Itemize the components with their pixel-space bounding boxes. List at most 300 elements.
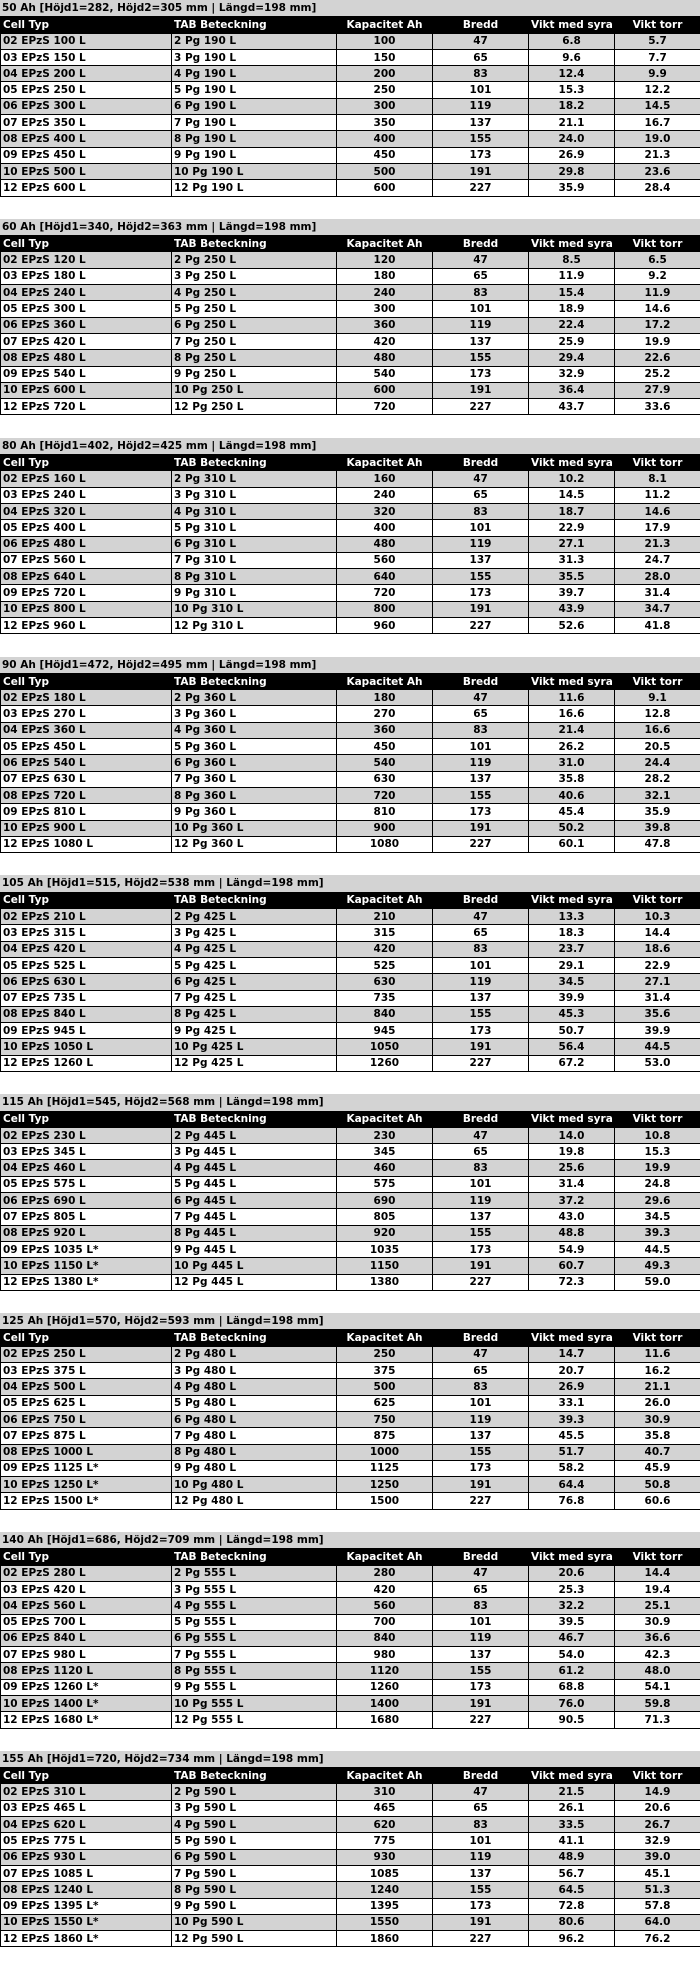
column-header: Kapacitet Ah xyxy=(337,1330,433,1346)
table-cell: 26.7 xyxy=(615,1817,700,1833)
header-row xyxy=(1,1768,700,1784)
table-cell: 5 Pg 480 L xyxy=(172,1395,337,1411)
table-row xyxy=(1,1460,700,1476)
table-cell: 27.9 xyxy=(615,382,700,398)
column-header: Vikt med syra xyxy=(529,1111,615,1127)
column-header: Cell Typ xyxy=(1,673,172,689)
table-cell: 39.9 xyxy=(529,990,615,1006)
column-header: Vikt med syra xyxy=(529,455,615,471)
table-cell: 39.9 xyxy=(615,1023,700,1039)
table-cell: 6 Pg 190 L xyxy=(172,98,337,114)
table-cell: 10.2 xyxy=(529,471,615,487)
table-cell: 310 xyxy=(337,1784,433,1800)
table-cell: 11.6 xyxy=(615,1346,700,1362)
table-cell: 39.3 xyxy=(615,1225,700,1241)
table-row xyxy=(1,1663,700,1679)
table-cell: 03 EPzS 420 L xyxy=(1,1581,172,1597)
table-cell: 14.6 xyxy=(615,503,700,519)
table-cell: 65 xyxy=(433,49,529,65)
table-cell: 65 xyxy=(433,1363,529,1379)
table-cell: 07 EPzS 980 L xyxy=(1,1647,172,1663)
table-cell: 1250 xyxy=(337,1477,433,1493)
table-cell: 02 EPzS 180 L xyxy=(1,690,172,706)
table-cell: 3 Pg 590 L xyxy=(172,1800,337,1816)
table-cell: 1035 xyxy=(337,1241,433,1257)
column-header: Kapacitet Ah xyxy=(337,17,433,33)
table-cell: 05 EPzS 525 L xyxy=(1,957,172,973)
table-cell: 14.4 xyxy=(615,1565,700,1581)
table-cell: 47 xyxy=(433,252,529,268)
table-row xyxy=(1,180,700,196)
table-cell: 9.9 xyxy=(615,66,700,82)
table-cell: 34.7 xyxy=(615,601,700,617)
table-cell: 2 Pg 445 L xyxy=(172,1127,337,1143)
table-cell: 13.3 xyxy=(529,909,615,925)
table-cell: 06 EPzS 630 L xyxy=(1,974,172,990)
table-row xyxy=(1,1833,700,1849)
table-cell: 9 Pg 360 L xyxy=(172,804,337,820)
table-cell: 22.4 xyxy=(529,317,615,333)
table-cell: 6 Pg 425 L xyxy=(172,974,337,990)
table-row xyxy=(1,601,700,617)
table-cell: 39.0 xyxy=(615,1849,700,1865)
table-cell: 10 Pg 590 L xyxy=(172,1914,337,1930)
table-cell: 09 EPzS 1395 L* xyxy=(1,1898,172,1914)
table-row xyxy=(1,1849,700,1865)
table-cell: 07 EPzS 875 L xyxy=(1,1428,172,1444)
table-cell: 900 xyxy=(337,820,433,836)
table-cell: 12 Pg 190 L xyxy=(172,180,337,196)
table-cell: 12 EPzS 720 L xyxy=(1,399,172,415)
table-cell: 03 EPzS 345 L xyxy=(1,1144,172,1160)
column-header: Cell Typ xyxy=(1,17,172,33)
table-cell: 6 Pg 360 L xyxy=(172,755,337,771)
table-cell: 101 xyxy=(433,739,529,755)
table-cell: 18.3 xyxy=(529,925,615,941)
table-cell: 83 xyxy=(433,66,529,82)
table-cell: 7 Pg 555 L xyxy=(172,1647,337,1663)
table-cell: 119 xyxy=(433,1849,529,1865)
table-row xyxy=(1,1225,700,1241)
table-cell: 300 xyxy=(337,301,433,317)
table-row xyxy=(1,1411,700,1427)
spec-table xyxy=(0,1111,700,1291)
table-cell: 345 xyxy=(337,1144,433,1160)
table-cell: 05 EPzS 575 L xyxy=(1,1176,172,1192)
table-cell: 5 Pg 425 L xyxy=(172,957,337,973)
table-cell: 08 EPzS 640 L xyxy=(1,569,172,585)
table-cell: 16.6 xyxy=(615,722,700,738)
column-header: Cell Typ xyxy=(1,1111,172,1127)
table-row xyxy=(1,147,700,163)
table-row xyxy=(1,569,700,585)
table-cell: 191 xyxy=(433,1039,529,1055)
table-cell: 6 Pg 250 L xyxy=(172,317,337,333)
spec-table xyxy=(0,16,700,196)
table-cell: 31.4 xyxy=(615,990,700,1006)
table-cell: 33.1 xyxy=(529,1395,615,1411)
table-cell: 03 EPzS 465 L xyxy=(1,1800,172,1816)
table-row xyxy=(1,399,700,415)
table-cell: 15.3 xyxy=(615,1144,700,1160)
table-cell: 51.3 xyxy=(615,1882,700,1898)
table-cell: 800 xyxy=(337,601,433,617)
table-cell: 35.9 xyxy=(529,180,615,196)
table-cell: 06 EPzS 300 L xyxy=(1,98,172,114)
table-cell: 02 EPzS 230 L xyxy=(1,1127,172,1143)
table-cell: 65 xyxy=(433,268,529,284)
table-cell: 9.1 xyxy=(615,690,700,706)
table-row xyxy=(1,1712,700,1728)
table-cell: 750 xyxy=(337,1411,433,1427)
column-header: TAB Beteckning xyxy=(172,673,337,689)
table-cell: 64.4 xyxy=(529,1477,615,1493)
table-cell: 10.8 xyxy=(615,1127,700,1143)
table-cell: 155 xyxy=(433,350,529,366)
table-cell: 155 xyxy=(433,1006,529,1022)
table-cell: 8 Pg 480 L xyxy=(172,1444,337,1460)
column-header: Kapacitet Ah xyxy=(337,236,433,252)
table-cell: 2 Pg 425 L xyxy=(172,909,337,925)
table-cell: 21.1 xyxy=(615,1379,700,1395)
table-cell: 07 EPzS 735 L xyxy=(1,990,172,1006)
table-cell: 270 xyxy=(337,706,433,722)
table-cell: 76.2 xyxy=(615,1931,700,1947)
capacity-section xyxy=(0,1094,700,1291)
table-row xyxy=(1,1817,700,1833)
table-cell: 7 Pg 425 L xyxy=(172,990,337,1006)
table-cell: 227 xyxy=(433,836,529,852)
table-cell: 08 EPzS 720 L xyxy=(1,787,172,803)
table-cell: 640 xyxy=(337,569,433,585)
table-cell: 83 xyxy=(433,1598,529,1614)
table-cell: 65 xyxy=(433,1800,529,1816)
table-cell: 47 xyxy=(433,909,529,925)
table-cell: 3 Pg 425 L xyxy=(172,925,337,941)
column-header: Vikt med syra xyxy=(529,673,615,689)
column-header: Vikt torr xyxy=(615,1768,700,1784)
table-cell: 08 EPzS 840 L xyxy=(1,1006,172,1022)
spec-table xyxy=(0,235,700,415)
table-cell: 26.9 xyxy=(529,147,615,163)
table-cell: 227 xyxy=(433,180,529,196)
table-cell: 227 xyxy=(433,399,529,415)
table-cell: 4 Pg 360 L xyxy=(172,722,337,738)
table-cell: 24.7 xyxy=(615,552,700,568)
table-cell: 19.9 xyxy=(615,333,700,349)
table-cell: 58.2 xyxy=(529,1460,615,1476)
table-cell: 21.4 xyxy=(529,722,615,738)
table-cell: 51.7 xyxy=(529,1444,615,1460)
table-cell: 22.9 xyxy=(529,520,615,536)
table-cell: 19.8 xyxy=(529,1144,615,1160)
table-cell: 27.1 xyxy=(529,536,615,552)
table-cell: 31.3 xyxy=(529,552,615,568)
table-cell: 450 xyxy=(337,739,433,755)
table-cell: 90.5 xyxy=(529,1712,615,1728)
column-header: Bredd xyxy=(433,1768,529,1784)
table-cell: 810 xyxy=(337,804,433,820)
table-cell: 700 xyxy=(337,1614,433,1630)
table-cell: 14.0 xyxy=(529,1127,615,1143)
table-cell: 173 xyxy=(433,366,529,382)
table-cell: 191 xyxy=(433,601,529,617)
table-cell: 7 Pg 310 L xyxy=(172,552,337,568)
table-cell: 10 EPzS 800 L xyxy=(1,601,172,617)
table-cell: 10 EPzS 500 L xyxy=(1,163,172,179)
table-cell: 11.2 xyxy=(615,487,700,503)
table-cell: 67.2 xyxy=(529,1055,615,1071)
table-cell: 04 EPzS 620 L xyxy=(1,1817,172,1833)
table-cell: 68.8 xyxy=(529,1679,615,1695)
table-cell: 26.2 xyxy=(529,739,615,755)
table-cell: 300 xyxy=(337,98,433,114)
table-cell: 480 xyxy=(337,350,433,366)
table-cell: 35.8 xyxy=(529,771,615,787)
table-cell: 28.2 xyxy=(615,771,700,787)
table-cell: 40.6 xyxy=(529,787,615,803)
table-cell: 36.6 xyxy=(615,1630,700,1646)
table-cell: 57.8 xyxy=(615,1898,700,1914)
table-cell: 08 EPzS 1240 L xyxy=(1,1882,172,1898)
table-cell: 72.3 xyxy=(529,1274,615,1290)
column-header: Cell Typ xyxy=(1,1330,172,1346)
table-cell: 173 xyxy=(433,1898,529,1914)
table-cell: 39.8 xyxy=(615,820,700,836)
table-cell: 53.0 xyxy=(615,1055,700,1071)
table-row xyxy=(1,471,700,487)
table-cell: 05 EPzS 625 L xyxy=(1,1395,172,1411)
header-row xyxy=(1,892,700,908)
table-cell: 06 EPzS 930 L xyxy=(1,1849,172,1865)
table-cell: 1400 xyxy=(337,1695,433,1711)
table-cell: 29.6 xyxy=(615,1193,700,1209)
table-cell: 10 EPzS 1150 L* xyxy=(1,1258,172,1274)
table-row xyxy=(1,925,700,941)
table-cell: 8 Pg 425 L xyxy=(172,1006,337,1022)
table-cell: 34.5 xyxy=(615,1209,700,1225)
table-cell: 52.6 xyxy=(529,617,615,633)
table-cell: 20.5 xyxy=(615,739,700,755)
table-cell: 119 xyxy=(433,536,529,552)
table-row xyxy=(1,1363,700,1379)
table-cell: 83 xyxy=(433,285,529,301)
table-cell: 21.3 xyxy=(615,536,700,552)
table-cell: 200 xyxy=(337,66,433,82)
table-cell: 28.4 xyxy=(615,180,700,196)
table-cell: 4 Pg 480 L xyxy=(172,1379,337,1395)
table-cell: 600 xyxy=(337,180,433,196)
table-cell: 25.9 xyxy=(529,333,615,349)
table-cell: 04 EPzS 420 L xyxy=(1,941,172,957)
table-cell: 10 Pg 425 L xyxy=(172,1039,337,1055)
table-row xyxy=(1,836,700,852)
table-cell: 460 xyxy=(337,1160,433,1176)
table-cell: 5 Pg 360 L xyxy=(172,739,337,755)
table-cell: 173 xyxy=(433,804,529,820)
table-cell: 500 xyxy=(337,163,433,179)
table-cell: 76.0 xyxy=(529,1695,615,1711)
table-cell: 45.4 xyxy=(529,804,615,820)
table-cell: 10.3 xyxy=(615,909,700,925)
table-cell: 07 EPzS 630 L xyxy=(1,771,172,787)
table-cell: 12 EPzS 1860 L* xyxy=(1,1931,172,1947)
table-row xyxy=(1,1647,700,1663)
table-cell: 10 EPzS 1550 L* xyxy=(1,1914,172,1930)
table-cell: 47 xyxy=(433,1127,529,1143)
table-cell: 12 EPzS 1680 L* xyxy=(1,1712,172,1728)
table-cell: 31.0 xyxy=(529,755,615,771)
table-row xyxy=(1,1258,700,1274)
table-cell: 83 xyxy=(433,1817,529,1833)
table-cell: 7.7 xyxy=(615,49,700,65)
table-cell: 35.5 xyxy=(529,569,615,585)
column-header: Kapacitet Ah xyxy=(337,455,433,471)
table-row xyxy=(1,131,700,147)
capacity-section xyxy=(0,1313,700,1510)
table-cell: 7 Pg 360 L xyxy=(172,771,337,787)
table-cell: 14.5 xyxy=(529,487,615,503)
table-cell: 31.4 xyxy=(529,1176,615,1192)
table-cell: 4 Pg 425 L xyxy=(172,941,337,957)
table-cell: 227 xyxy=(433,1712,529,1728)
table-cell: 02 EPzS 120 L xyxy=(1,252,172,268)
table-cell: 7 Pg 480 L xyxy=(172,1428,337,1444)
table-cell: 06 EPzS 360 L xyxy=(1,317,172,333)
table-cell: 36.4 xyxy=(529,382,615,398)
table-cell: 04 EPzS 460 L xyxy=(1,1160,172,1176)
table-cell: 50.8 xyxy=(615,1477,700,1493)
table-cell: 05 EPzS 700 L xyxy=(1,1614,172,1630)
column-header: Vikt med syra xyxy=(529,1549,615,1565)
table-cell: 30.9 xyxy=(615,1614,700,1630)
table-cell: 227 xyxy=(433,1055,529,1071)
table-cell: 1050 xyxy=(337,1039,433,1055)
table-cell: 12 EPzS 1500 L* xyxy=(1,1493,172,1509)
table-cell: 560 xyxy=(337,552,433,568)
table-cell: 930 xyxy=(337,1849,433,1865)
table-cell: 12.4 xyxy=(529,66,615,82)
table-cell: 227 xyxy=(433,1493,529,1509)
table-cell: 3 Pg 480 L xyxy=(172,1363,337,1379)
capacity-section xyxy=(0,657,700,854)
table-cell: 06 EPzS 840 L xyxy=(1,1630,172,1646)
table-cell: 42.3 xyxy=(615,1647,700,1663)
table-cell: 24.8 xyxy=(615,1176,700,1192)
table-cell: 03 EPzS 375 L xyxy=(1,1363,172,1379)
table-cell: 173 xyxy=(433,147,529,163)
section-title: 125 Ah [Höjd1=570, Höjd2=593 mm | Längd=198 mm] xyxy=(0,1313,700,1329)
column-header: Bredd xyxy=(433,673,529,689)
table-cell: 60.6 xyxy=(615,1493,700,1509)
table-cell: 12 EPzS 600 L xyxy=(1,180,172,196)
table-row xyxy=(1,1176,700,1192)
column-header: Vikt torr xyxy=(615,455,700,471)
table-row xyxy=(1,771,700,787)
table-cell: 420 xyxy=(337,941,433,957)
table-cell: 21.1 xyxy=(529,115,615,131)
table-cell: 1380 xyxy=(337,1274,433,1290)
header-row xyxy=(1,1330,700,1346)
table-cell: 16.7 xyxy=(615,115,700,131)
table-row xyxy=(1,1023,700,1039)
table-row xyxy=(1,974,700,990)
table-cell: 47 xyxy=(433,690,529,706)
table-cell: 375 xyxy=(337,1363,433,1379)
table-cell: 54.9 xyxy=(529,1241,615,1257)
table-row xyxy=(1,1898,700,1914)
table-cell: 4 Pg 310 L xyxy=(172,503,337,519)
table-cell: 07 EPzS 350 L xyxy=(1,115,172,131)
column-header: Kapacitet Ah xyxy=(337,1549,433,1565)
table-cell: 07 EPzS 420 L xyxy=(1,333,172,349)
table-cell: 32.9 xyxy=(615,1833,700,1849)
table-cell: 320 xyxy=(337,503,433,519)
table-cell: 27.1 xyxy=(615,974,700,990)
table-cell: 540 xyxy=(337,755,433,771)
table-cell: 101 xyxy=(433,82,529,98)
table-row xyxy=(1,990,700,1006)
table-cell: 1085 xyxy=(337,1865,433,1881)
table-cell: 227 xyxy=(433,617,529,633)
table-cell: 735 xyxy=(337,990,433,1006)
table-row xyxy=(1,1581,700,1597)
table-cell: 07 EPzS 1085 L xyxy=(1,1865,172,1881)
table-cell: 720 xyxy=(337,585,433,601)
column-header: Bredd xyxy=(433,17,529,33)
column-header: Vikt med syra xyxy=(529,236,615,252)
table-row xyxy=(1,1679,700,1695)
table-cell: 45.9 xyxy=(615,1460,700,1476)
table-cell: 21.3 xyxy=(615,147,700,163)
table-cell: 02 EPzS 210 L xyxy=(1,909,172,925)
table-cell: 21.5 xyxy=(529,1784,615,1800)
table-cell: 12 EPzS 1380 L* xyxy=(1,1274,172,1290)
column-header: Cell Typ xyxy=(1,236,172,252)
table-cell: 119 xyxy=(433,98,529,114)
table-cell: 9 Pg 310 L xyxy=(172,585,337,601)
table-cell: 19.9 xyxy=(615,1160,700,1176)
column-header: Vikt torr xyxy=(615,1330,700,1346)
table-cell: 65 xyxy=(433,487,529,503)
table-cell: 47 xyxy=(433,1346,529,1362)
table-cell: 690 xyxy=(337,1193,433,1209)
table-cell: 64.5 xyxy=(529,1882,615,1898)
table-cell: 59.8 xyxy=(615,1695,700,1711)
table-cell: 11.6 xyxy=(529,690,615,706)
table-cell: 02 EPzS 250 L xyxy=(1,1346,172,1362)
table-cell: 03 EPzS 150 L xyxy=(1,49,172,65)
table-cell: 150 xyxy=(337,49,433,65)
table-cell: 7 Pg 445 L xyxy=(172,1209,337,1225)
table-cell: 12.2 xyxy=(615,82,700,98)
table-cell: 5 Pg 250 L xyxy=(172,301,337,317)
table-cell: 525 xyxy=(337,957,433,973)
table-cell: 07 EPzS 560 L xyxy=(1,552,172,568)
table-row xyxy=(1,1006,700,1022)
table-cell: 8.5 xyxy=(529,252,615,268)
table-row xyxy=(1,503,700,519)
table-cell: 400 xyxy=(337,520,433,536)
table-cell: 137 xyxy=(433,1209,529,1225)
table-cell: 65 xyxy=(433,1144,529,1160)
table-row xyxy=(1,350,700,366)
table-cell: 04 EPzS 500 L xyxy=(1,1379,172,1395)
table-row xyxy=(1,820,700,836)
table-cell: 12 Pg 555 L xyxy=(172,1712,337,1728)
table-cell: 8 Pg 250 L xyxy=(172,350,337,366)
table-cell: 173 xyxy=(433,1679,529,1695)
